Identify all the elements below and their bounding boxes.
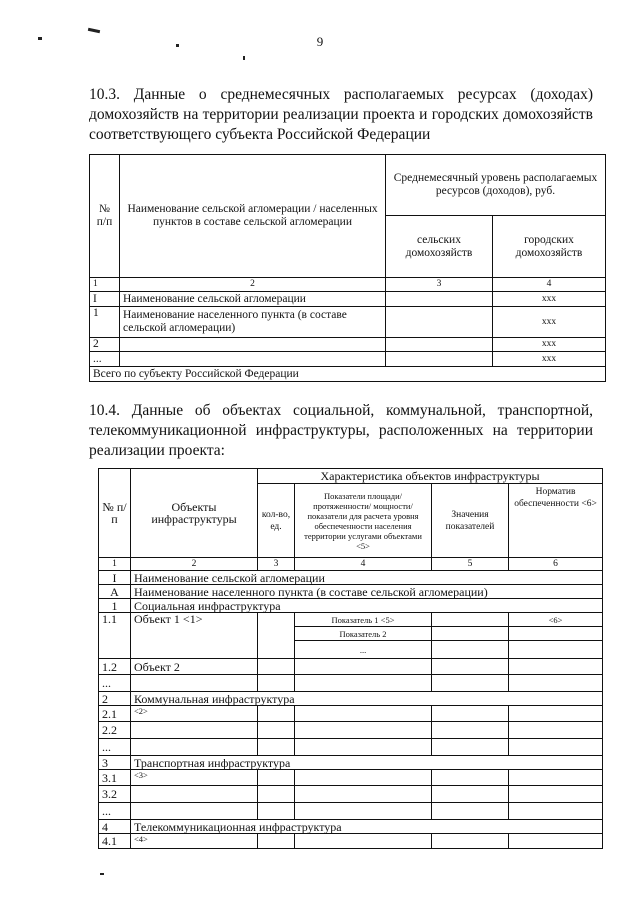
row-urban: ххх	[493, 352, 606, 367]
object-qty	[258, 706, 295, 722]
object-name	[131, 786, 258, 803]
row-name: Наименование населенного пункта (в составе сельской агломерации)	[120, 307, 386, 338]
table-row	[99, 706, 603, 722]
heading-line: реализации проекта:	[89, 442, 225, 459]
value-cell	[432, 675, 509, 692]
table-row	[99, 834, 603, 849]
object-qty	[258, 786, 295, 803]
page-number: 9	[316, 34, 324, 49]
object-name: Объект 1 <1>	[131, 613, 258, 659]
norm-cell: <6>	[509, 613, 603, 627]
table-row	[99, 803, 603, 820]
indicator-cell	[295, 803, 432, 820]
object-name	[131, 803, 258, 820]
settlement-label: Наименование населенного пункта (в составе сельской агломерации)	[131, 585, 603, 599]
value-cell	[432, 659, 509, 675]
row-num: I	[99, 571, 131, 585]
table-row	[99, 820, 603, 834]
header-objects: Объекты инфраструктуры	[131, 469, 258, 558]
total-row	[90, 367, 606, 382]
value-cell	[432, 803, 509, 820]
object-qty	[258, 613, 295, 659]
row-rural	[386, 307, 493, 338]
row-urban: ххх	[493, 292, 606, 307]
indicator-cell: ...	[295, 641, 432, 659]
header-indicators: Показатели площади/ протяженности/ мощности/ показатели для расчета уровня обеспеченности населения территории услугами объектами <5>	[295, 484, 432, 558]
indicator-cell	[295, 659, 432, 675]
row-num: ...	[99, 675, 131, 692]
row-num: 4	[99, 820, 131, 834]
col-number: 4	[295, 558, 432, 571]
social-label: Социальная инфраструктура	[131, 599, 603, 613]
scan-mark	[100, 873, 104, 875]
agglomeration-label: Наименование сельской агломерации	[131, 571, 603, 585]
header-qty: кол-во, ед.	[258, 484, 295, 558]
header-num: № п/п	[90, 155, 120, 278]
row-num: 3.1	[99, 770, 131, 786]
value-cell	[432, 834, 509, 849]
col-number: 3	[386, 278, 493, 292]
row-num: I	[90, 292, 120, 307]
norm-cell	[509, 675, 603, 692]
header-income: Среднемесячный уровень располагаемых ресурсов (доходов), руб.	[386, 155, 606, 216]
norm-cell	[509, 706, 603, 722]
header-characteristic: Характеристика объектов инфраструктуры	[258, 469, 603, 484]
norm-cell	[509, 834, 603, 849]
indicator-cell	[295, 675, 432, 692]
norm-cell	[509, 722, 603, 739]
norm-cell	[509, 770, 603, 786]
object-name	[131, 739, 258, 756]
table-row	[99, 585, 603, 599]
row-num: 3.2	[99, 786, 131, 803]
table-row	[90, 352, 606, 367]
table-row	[99, 786, 603, 803]
col-number: 2	[131, 558, 258, 571]
header-rural: сельских домохозяйств	[386, 216, 493, 278]
norm-cell	[509, 627, 603, 641]
table-row	[99, 692, 603, 706]
telecom-label: Телекоммуникационная инфраструктура	[131, 820, 603, 834]
norm-cell	[509, 739, 603, 756]
indicator-cell	[295, 786, 432, 803]
header-urban: городских домохозяйств	[493, 216, 606, 278]
table-row	[99, 571, 603, 585]
scan-mark	[243, 56, 245, 60]
row-urban: ххх	[493, 338, 606, 352]
indicator-cell	[295, 722, 432, 739]
indicator-cell: Показатель 2	[295, 627, 432, 641]
table-row	[99, 722, 603, 739]
total-label: Всего по субъекту Российской Федерации	[90, 367, 606, 382]
object-name	[131, 675, 258, 692]
transport-label: Транспортная инфраструктура	[131, 756, 603, 770]
table-row	[99, 675, 603, 692]
object-qty	[258, 770, 295, 786]
value-cell	[432, 613, 509, 627]
value-cell	[432, 641, 509, 659]
row-num: 1.2	[99, 659, 131, 675]
row-num: 1	[90, 307, 120, 338]
heading-line: домохозяйств на территории реализации проекта и городских домохозяйств	[89, 106, 593, 123]
col-number: 5	[432, 558, 509, 571]
object-qty	[258, 739, 295, 756]
row-num: 1	[99, 599, 131, 613]
header-num: № п/п	[99, 469, 131, 558]
norm-cell	[509, 641, 603, 659]
indicator-cell	[295, 770, 432, 786]
row-num: 1.1	[99, 613, 131, 659]
value-cell	[432, 770, 509, 786]
section-10-4-heading	[89, 401, 593, 461]
row-num: 4.1	[99, 834, 131, 849]
value-cell	[432, 722, 509, 739]
col-number: 4	[493, 278, 606, 292]
row-name: Наименование сельской агломерации	[120, 292, 386, 307]
table-row	[99, 756, 603, 770]
row-num: 2.1	[99, 706, 131, 722]
row-num: 3	[99, 756, 131, 770]
table-row	[99, 739, 603, 756]
row-urban: ххх	[493, 307, 606, 338]
col-number: 3	[258, 558, 295, 571]
header-values: Значения показателей	[432, 484, 509, 558]
row-num: ...	[90, 352, 120, 367]
indicator-cell	[295, 739, 432, 756]
scan-mark	[88, 28, 100, 33]
object-name	[131, 722, 258, 739]
object-qty	[258, 834, 295, 849]
indicator-cell	[295, 834, 432, 849]
section-10-3-heading	[89, 85, 593, 145]
table-row	[90, 338, 606, 352]
norm-cell	[509, 659, 603, 675]
table-row	[99, 659, 603, 675]
row-num: А	[99, 585, 131, 599]
header-name: Наименование сельской агломерации / населенных пунктов в составе сельской агломерации	[120, 155, 386, 278]
row-rural	[386, 352, 493, 367]
col-number: 1	[99, 558, 131, 571]
col-number: 2	[120, 278, 386, 292]
object-name: <3>	[131, 770, 258, 786]
object-qty	[258, 722, 295, 739]
row-num: ...	[99, 803, 131, 820]
value-cell	[432, 786, 509, 803]
row-name	[120, 338, 386, 352]
value-cell	[432, 627, 509, 641]
object-qty	[258, 659, 295, 675]
col-number: 1	[90, 278, 120, 292]
row-num: 2	[90, 338, 120, 352]
norm-cell	[509, 786, 603, 803]
object-qty	[258, 675, 295, 692]
object-name: Объект 2	[131, 659, 258, 675]
indicator-cell	[295, 706, 432, 722]
row-rural	[386, 292, 493, 307]
row-num: 2	[99, 692, 131, 706]
object-name: <4>	[131, 834, 258, 849]
communal-label: Коммунальная инфраструктура	[131, 692, 603, 706]
col-number: 6	[509, 558, 603, 571]
heading-line: 10.4. Данные об объектах социальной, коммунальной, транспортной,	[89, 402, 593, 419]
norm-cell	[509, 803, 603, 820]
row-num: 2.2	[99, 722, 131, 739]
value-cell	[432, 706, 509, 722]
heading-line: соответствующего субъекта Российской Федерации	[89, 126, 431, 143]
row-name	[120, 352, 386, 367]
object-name: <2>	[131, 706, 258, 722]
value-cell	[432, 739, 509, 756]
table-row	[90, 307, 606, 338]
row-rural	[386, 338, 493, 352]
table-row	[99, 613, 603, 627]
header-norm: Норматив обеспеченности <6>	[509, 484, 603, 558]
infrastructure-table	[98, 468, 603, 849]
heading-line: телекоммуникационной инфраструктуры, расположенных на территории	[89, 422, 593, 439]
object-qty	[258, 803, 295, 820]
heading-line: 10.3. Данные о среднемесячных располагаемых ресурсах (доходах)	[89, 86, 593, 103]
income-table	[89, 154, 606, 382]
row-num: ...	[99, 739, 131, 756]
table-row	[99, 599, 603, 613]
indicator-cell: Показатель 1 <5>	[295, 613, 432, 627]
table-row	[99, 770, 603, 786]
table-row	[90, 292, 606, 307]
